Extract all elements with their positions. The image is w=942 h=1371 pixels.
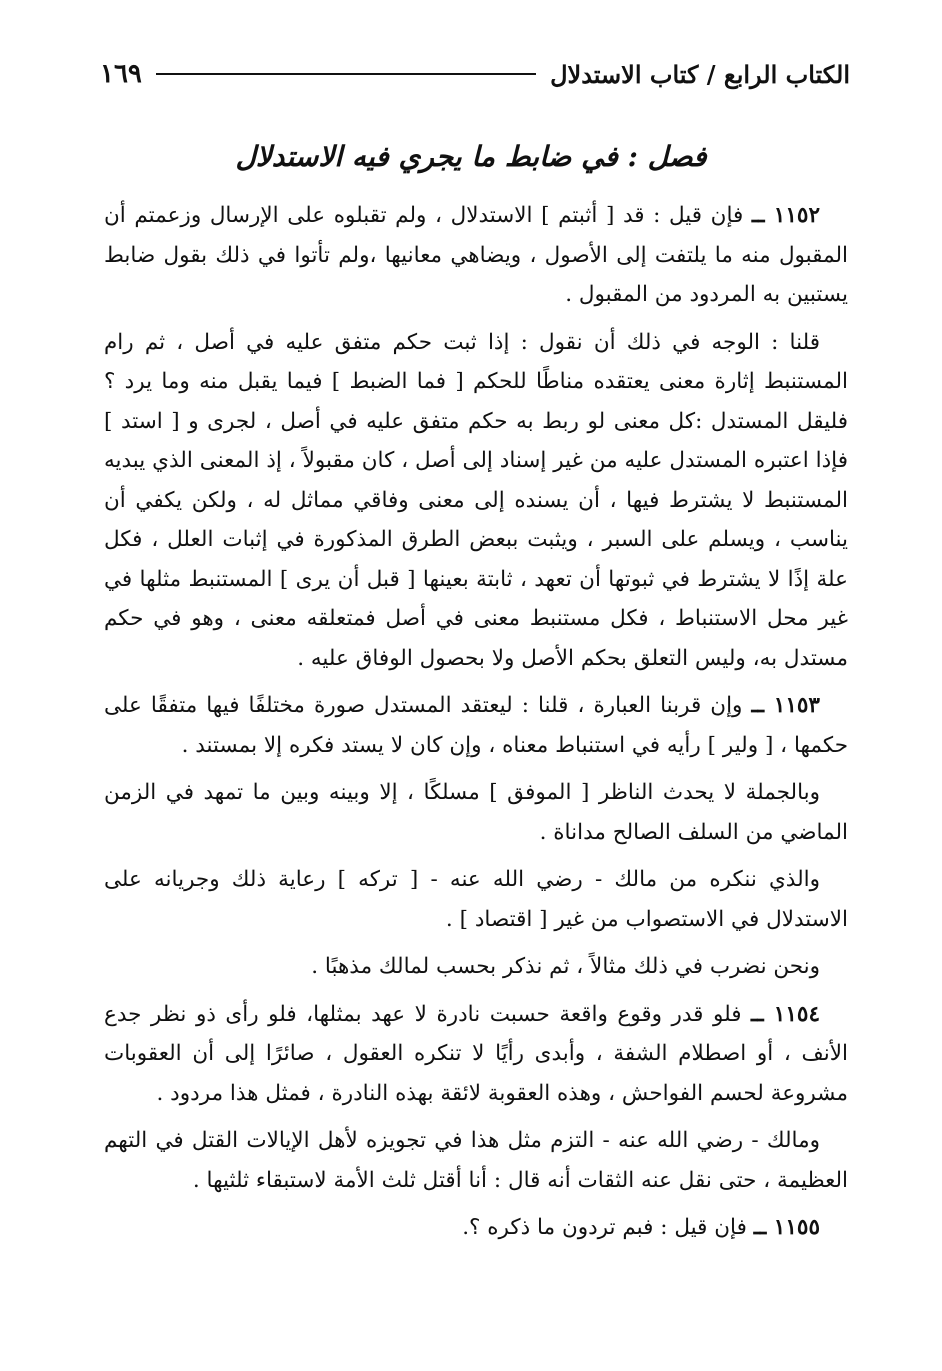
page-number: ١٦٩	[100, 59, 142, 89]
paragraph-text: والذي ننكره من مالك - رضي الله عنه - [ تركه ] رعاية ذلك وجريانه على الاستدلال في الاستصواب من غير [ اقتصاد ] .	[104, 867, 848, 932]
running-header	[100, 56, 850, 92]
paragraph-number: ١١٥٣ ــ	[751, 693, 820, 718]
paragraph-number: ١١٥٢ ــ	[751, 203, 820, 228]
paragraph-text: فلو قدر وقوع واقعة حسبت نادرة لا عهد بمثلها، فلو رأى ذو نظر جدع الأنف ، أو اصطلام الشفة ، وأبدى رأيًا لا تنكره العقول ، صائرًا إلى أن العقوبات مشروعة لحسم الفواحش ، وهذه العقوبة لائقة بهذه النادرة ، فمثل هذا مردود .	[104, 1001, 848, 1106]
paragraph	[104, 1208, 848, 1248]
header-title: الكتاب الرابع / كتاب الاستدلال	[550, 59, 850, 89]
paragraph	[104, 773, 848, 852]
paragraph-text: وبالجملة لا يحدث الناظر [ الموفق ] مسلكًا ، إلا وبينه وبين ما تمهد في الزمن الماضي من السلف الصالح مداناة .	[104, 780, 848, 845]
paragraph-number: ١١٥٤ ــ	[751, 1001, 820, 1027]
paragraph-text: وإن قربنا العبارة ، قلنا : ليعتقد المستدل صورة مختلفًا فيها متفقًا على حكمها ، [ ولير ] رأيه في استنباط معناه ، وإن كان لا يستد فكره إلا بمستند .	[104, 693, 848, 758]
header-rule	[156, 73, 536, 75]
body-text	[104, 196, 848, 1256]
paragraph-text: ونحن نضرب في ذلك مثالاً ، ثم نذكر بحسب لمالك مذهبًا .	[311, 954, 820, 979]
paragraph	[104, 947, 848, 987]
paragraph	[104, 1121, 848, 1200]
paragraph-text: فإن قيل : قد [ أثبتم ] الاستدلال ، ولم تقبلوه على الإرسال وزعمتم أن المقبول منه ما يلتفت إلى الأصول ، ويضاهي معانيها ،ولم تأتوا في ذلك بقول ضابط يستبين به المردود من المقبول .	[104, 203, 848, 307]
section-title: فصل : في ضابط ما يجري فيه الاستدلال	[235, 140, 707, 173]
paragraph	[104, 686, 848, 765]
paragraph-text: فإن قيل : فبم تردون ما ذكره ؟.	[462, 1215, 747, 1240]
paragraph	[104, 860, 848, 939]
paragraph-text: ومالك - رضي الله عنه - التزم مثل هذا في تجويزه لأهل الإيالات القتل في التهم العظيمة ، حتى نقل عنه الثقات أنه قال : أنا أقتل ثلث الأمة لاستبقاء ثلثيها .	[104, 1128, 848, 1193]
paragraph-number: ١١٥٥ ــ	[753, 1215, 820, 1240]
paragraph-text: قلنا : الوجه في ذلك أن نقول : إذا ثبت حكم متفق عليه في أصل ، ثم رام المستنبط إثارة معنى يعتقده مناطًا للحكم [ فما الضبط ] فيما يقبل منه وما يرد ؟ فليقل المستدل :كل معنى لو ربط به حكم متفق عليه في أصل ، لجرى و [ استد ] فإذا اعتبره المستدل عليه من غير إسناد إلى أصل ، كان مقبولاً ، إذ المعنى الذي يبديه المستنبط لا يشترط فيها ، أن يسنده إلى معنى وفاقي مماثل له ، ولكن يكفي أن يناسب ، ويسلم على السبر ، ويثبت ببعض الطرق المذكورة في إثبات العلل ، فكل علة إذًا لا يشترط في ثبوتها أن تعهد ، ثابتة بعينها [ قبل أن يرى ] المستنبط مثلها في غير محل الاستنباط ، فكل مستنبط معنى في أصل فمتعلقه معنى ، وهو في حكم مستدل به، وليس التعلق بحكم الأصل ولا بحصول الوفاق عليه .	[104, 329, 848, 671]
paragraph	[104, 995, 848, 1114]
paragraph	[104, 323, 848, 679]
paragraph	[104, 196, 848, 315]
